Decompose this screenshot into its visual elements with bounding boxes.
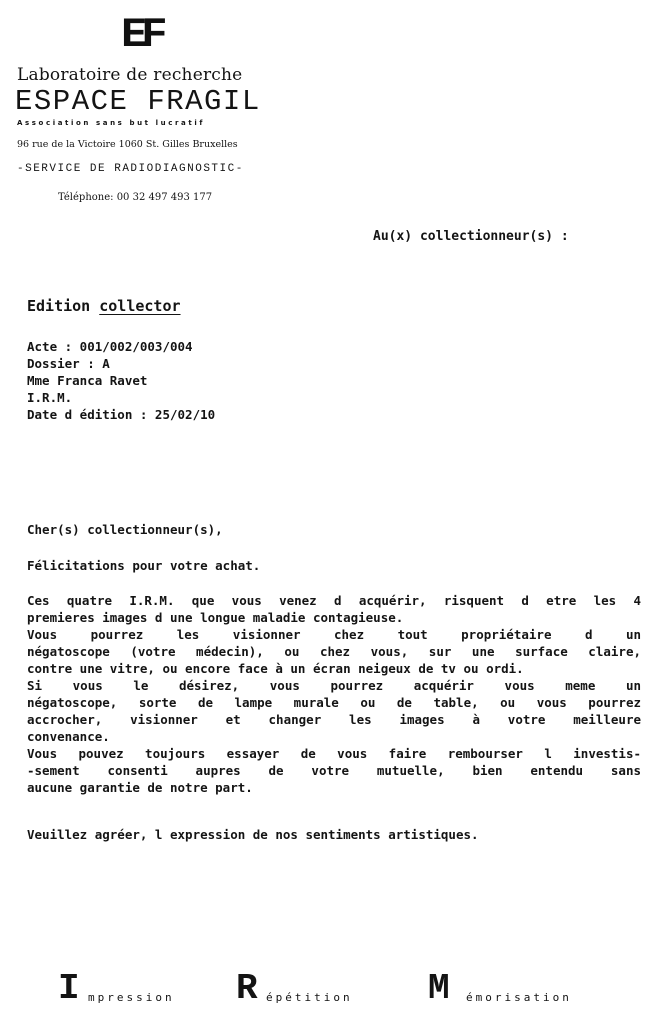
letter-line: Ces quatre I.R.M. que vous venez d acquérir, risquent d etre les 4 (27, 593, 641, 608)
footer-word-impression: mpression (88, 991, 175, 1004)
exam-type: I.R.M. (27, 390, 73, 405)
letter-line: -sement consenti aupres de votre mutuelle, bien entendu sans (27, 763, 641, 778)
collector-word: collector (99, 297, 181, 315)
letter-line: contre une vitre, ou encore face à un écran neigeux de tv ou ordi. (27, 661, 524, 676)
phone: Téléphone: 00 32 497 493 177 (58, 192, 213, 203)
letter-line: Si vous le désirez, vous pourrez acquérir vous meme un (27, 678, 641, 693)
org-name: ESPACE FRAGIL (15, 85, 261, 118)
edition-date: Date d édition : 25/02/10 (27, 407, 216, 422)
letter-line: premieres images d une longue maladie contagieuse. (27, 610, 404, 625)
letter-line: Vous pouvez toujours essayer de vous faire rembourser l investis- (27, 746, 641, 761)
letter-line: Vous pourrez les visionner chez tout propriétaire d un (27, 627, 641, 642)
edition-title (27, 297, 181, 315)
edition-word: Edition (27, 297, 91, 315)
service-name: -SERVICE DE RADIODIAGNOSTIC- (17, 163, 244, 175)
logo: EF (121, 11, 162, 59)
lab-line: Laboratoire de recherche (17, 65, 243, 85)
footer-tagline (58, 968, 628, 1009)
footer-letter-m: M (428, 968, 450, 1009)
patient-name: Mme Franca Ravet (27, 373, 148, 388)
meta-block (27, 338, 215, 423)
letter-line: négatoscope, sorte de lampe murale ou de table, ou vous pourrez (27, 695, 641, 710)
org-subtitle: Association sans but lucratif (17, 119, 205, 127)
letter-line: convenance. (27, 729, 110, 744)
letter-line: négatoscope (votre médecin), ou chez vous, sur une surface claire, (27, 644, 641, 659)
closing: Veuillez agréer, l expression de nos sentiments artistiques. (27, 827, 479, 842)
congratulations: Félicitations pour votre achat. (27, 558, 261, 573)
footer-letter-r: R (236, 968, 258, 1009)
letter-line: aucune garantie de notre part. (27, 780, 253, 795)
letter-line: accrocher, visionner et changer les images à votre meilleure (27, 712, 641, 727)
address: 96 rue de la Victoire 1060 St. Gilles Bruxelles (17, 139, 238, 150)
recipient: Au(x) collectionneur(s) : (373, 229, 569, 244)
footer-letter-i: I (58, 968, 80, 1009)
footer-word-memorisation: émorisation (466, 991, 572, 1004)
dossier: Dossier : A (27, 356, 110, 371)
letter-paragraph (27, 592, 641, 796)
greeting: Cher(s) collectionneur(s), (27, 522, 223, 537)
footer-word-repetition: épétition (266, 991, 353, 1004)
acte: Acte : 001/002/003/004 (27, 339, 193, 354)
